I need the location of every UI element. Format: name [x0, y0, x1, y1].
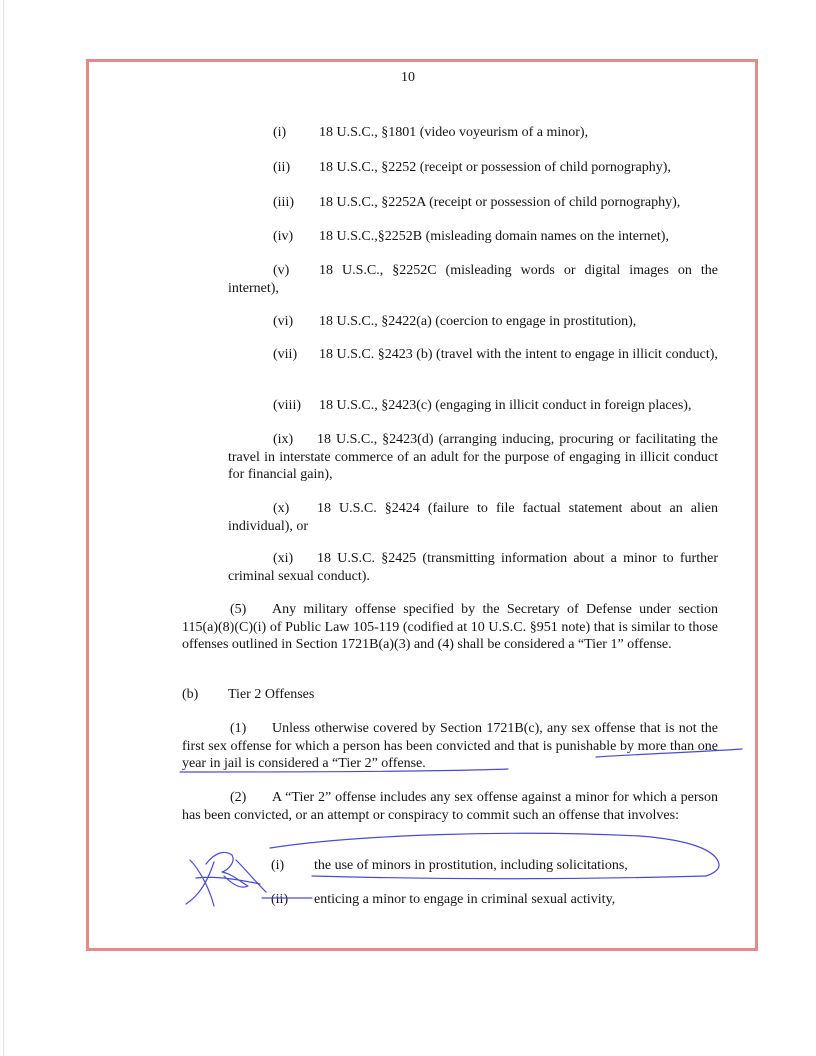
list-item-number: (xi): [273, 551, 294, 566]
list-item-number: (ix): [273, 432, 294, 447]
section-letter: (b): [182, 687, 199, 702]
sub-list-item: [271, 857, 628, 874]
list-item: [273, 397, 691, 414]
list-item-number: (ii): [273, 160, 291, 175]
list-item-number: (vii): [273, 347, 298, 362]
list-item: [273, 194, 680, 211]
paragraph-b1: [182, 720, 718, 773]
list-item-number: (vi): [273, 314, 294, 329]
list-item-text: 18 U.S.C., §2423(d) (arranging inducing, procuring or facilitating the travel in interstate commerce of an adult for the purpose of engaging in illicit conduct for financial gain),: [228, 432, 718, 482]
list-item: [228, 262, 718, 297]
list-item-text: 18 U.S.C., §1801 (video voyeurism of a minor),: [319, 125, 589, 140]
list-item-number: (i): [273, 125, 287, 140]
list-item-text: 18 U.S.C., §2252C (misleading words or digital images on the internet),: [228, 263, 718, 296]
list-item: [273, 159, 671, 176]
list-item: [273, 124, 588, 141]
paragraph-b2: [182, 789, 718, 824]
section-heading: [182, 686, 314, 703]
list-item: [228, 550, 718, 585]
list-item-number: (iii): [273, 195, 294, 210]
paragraph-number: (2): [230, 790, 247, 805]
list-item: [228, 346, 718, 364]
list-item: [228, 431, 718, 484]
sub-list-item-text: the use of minors in prostitution, including solicitations,: [314, 858, 628, 873]
list-item-text: 18 U.S.C., §2252 (receipt or possession of child pornography),: [319, 160, 671, 175]
sub-list-item-text: enticing a minor to engage in criminal sexual activity,: [314, 892, 616, 907]
paragraph-text: Any military offense specified by the Secretary of Defense under section 115(a)(8)(C)(i) of Public Law 105-119 (codified at 10 U.S.C. §951 note) that is similar to those offenses outlined in Section 1721B(a)(3) and (4) shall be considered a “Tier 1” offense.: [182, 602, 718, 652]
paragraph-text: Unless otherwise covered by Section 1721B(c), any sex offense that is not the first sex offense for which a person has been convicted and that is punishable by more than one year in jail is considered a “Tier 2” offense.: [182, 721, 718, 771]
paragraph-text: A “Tier 2” offense includes any sex offense against a minor for which a person has been convicted, or an attempt or conspiracy to commit such an offense that involves:: [182, 790, 718, 823]
list-item-text: 18 U.S.C., §2422(a) (coercion to engage in prostitution),: [319, 314, 637, 329]
sub-list-item-number: (ii): [271, 892, 289, 907]
list-item-number: (iv): [273, 229, 294, 244]
list-item: [228, 500, 718, 535]
sub-list-item-number: (i): [271, 858, 285, 873]
list-item-text: 18 U.S.C. §2424 (failure to file factual statement about an alien individual), or: [228, 501, 718, 534]
list-item-text: 18 U.S.C. §2425 (transmitting information about a minor to further criminal sexual conduct).: [228, 551, 718, 584]
list-item-number: (x): [273, 501, 290, 516]
list-item-text: 18 U.S.C., §2252A (receipt or possession of child pornography),: [319, 195, 681, 210]
sub-list-item: [271, 891, 615, 908]
page-number: 10: [401, 70, 415, 85]
scan-edge-line: [3, 0, 4, 1056]
list-item: [273, 228, 669, 245]
list-item-number: (v): [273, 263, 290, 278]
list-item-text: 18 U.S.C., §2423(c) (engaging in illicit conduct in foreign places),: [319, 398, 692, 413]
list-item-text: 18 U.S.C. §2423 (b) (travel with the intent to engage in illicit conduct),: [319, 347, 718, 362]
list-item-text: 18 U.S.C.,§2252B (misleading domain names on the internet),: [319, 229, 669, 244]
paragraph-5: [182, 601, 718, 654]
list-item-number: (viii): [273, 398, 301, 413]
paragraph-number: (1): [230, 721, 247, 736]
list-item: [273, 313, 636, 330]
section-title: Tier 2 Offenses: [228, 687, 315, 702]
paragraph-number: (5): [230, 602, 247, 617]
